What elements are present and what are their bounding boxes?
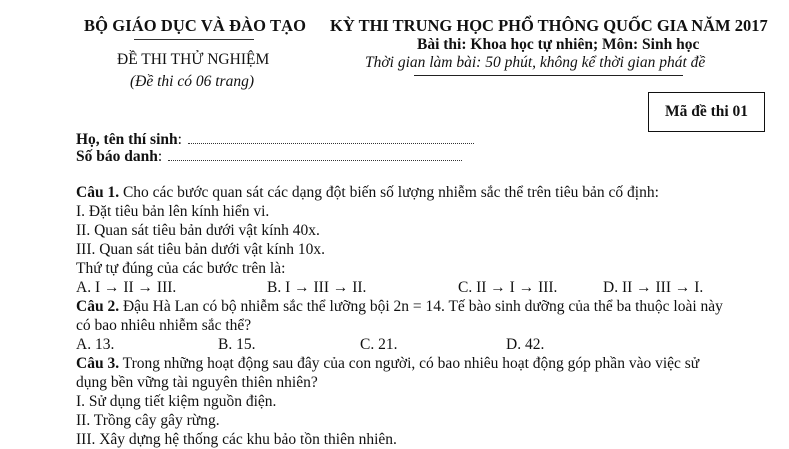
separator: : (157, 148, 163, 165)
statement: II. Trồng cây gây rừng. (76, 412, 220, 429)
subject-line: Bài thi: Khoa học tự nhiên; Môn: Sinh học (417, 36, 700, 53)
candidate-name-label: Họ, tên thí sinh (76, 131, 178, 148)
candidate-name-field[interactable] (76, 131, 474, 149)
question-number: Câu 2. (76, 298, 120, 315)
page-count-note: (Đề thi có 06 trang) (130, 73, 254, 90)
option-d[interactable]: D. II → III → I. (603, 279, 704, 296)
question-text: Trong những hoạt động sau đây của con người, có bao nhiêu hoạt động góp phần vào việc sử (119, 355, 700, 372)
question-number: Câu 1. (76, 184, 120, 201)
statement: II. Quan sát tiêu bản dưới vật kính 40x. (76, 222, 320, 239)
statement: III. Quan sát tiêu bản dưới vật kính 10x. (76, 241, 326, 258)
option-a[interactable]: A. I → II → III. (76, 279, 177, 296)
trial-exam-label: ĐỀ THI THỬ NGHIỆM (117, 51, 270, 68)
option-d[interactable]: D. 42. (506, 336, 545, 353)
question-2-stem (76, 298, 723, 316)
question-text-continued: có bao nhiêu nhiễm sắc thể? (76, 317, 252, 334)
option-a[interactable]: A. 13. (76, 336, 115, 353)
exam-code: Mã đề thi 01 (664, 103, 749, 120)
question-prompt: Thứ tự đúng của các bước trên là: (76, 260, 286, 277)
question-1-stem (76, 184, 659, 202)
question-number: Câu 3. (76, 355, 120, 372)
option-c[interactable]: C. 21. (360, 336, 398, 353)
question-3-stem (76, 355, 699, 373)
candidate-id-blank[interactable] (168, 159, 462, 161)
candidate-name-blank[interactable] (188, 142, 474, 144)
candidate-id-field[interactable] (76, 148, 462, 166)
separator: : (177, 131, 182, 148)
option-b[interactable]: B. I → III → II. (267, 279, 367, 296)
header-divider-left (134, 39, 254, 40)
statement: I. Đặt tiêu bản lên kính hiển vi. (76, 203, 270, 220)
statement: III. Xây dựng hệ thống các khu bảo tồn thiên nhiên. (76, 431, 397, 448)
question-text: Đậu Hà Lan có bộ nhiễm sắc thể lưỡng bội 2n = 14. Tế bào sinh dưỡng của thể ba thuộc loài này (119, 298, 723, 315)
exam-title: KỲ THI TRUNG HỌC PHỔ THÔNG QUỐC GIA NĂM 2017 (330, 16, 768, 35)
ministry-name: BỘ GIÁO DỤC VÀ ĐÀO TẠO (84, 16, 307, 35)
option-c[interactable]: C. II → I → III. (458, 279, 558, 296)
candidate-id-label: Số báo danh (76, 148, 158, 165)
header-divider-right (414, 75, 683, 76)
option-b[interactable]: B. 15. (218, 336, 256, 353)
time-limit-line: Thời gian làm bài: 50 phút, không kể thời gian phát đề (365, 54, 706, 71)
question-text: Cho các bước quan sát các dạng đột biến số lượng nhiễm sắc thể trên tiêu bản cố định: (119, 184, 659, 201)
question-text-continued: dụng bền vững tài nguyên thiên nhiên? (76, 374, 318, 391)
statement: I. Sử dụng tiết kiệm nguồn điện. (76, 393, 277, 410)
exam-code-box (648, 92, 765, 132)
